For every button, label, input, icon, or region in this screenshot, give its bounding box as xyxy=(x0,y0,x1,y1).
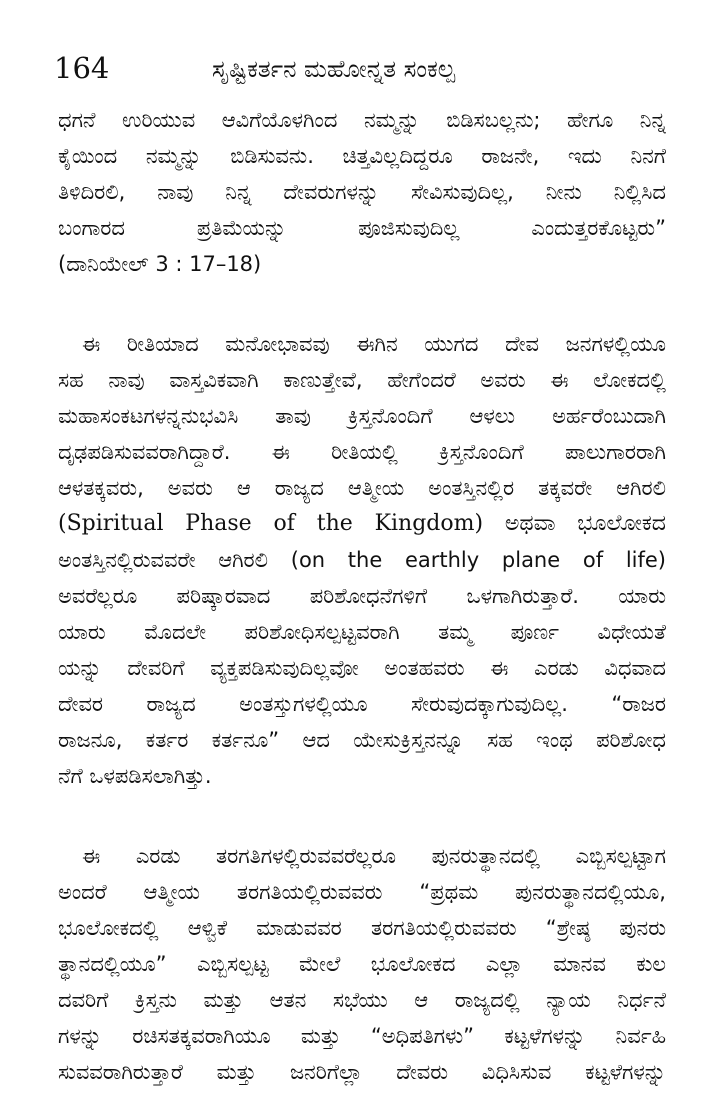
running-title: ಸೃಷ್ಟಿಕರ್ತನ ಮಹೋನ್ನತ ಸಂಕಲ್ಪ xyxy=(212,55,456,83)
text-line: ಈ ರೀತಿಯಾದ ಮನೋಭಾವವು ಈಗಿನ ಯುಗದ ದೇವ ಜನಗಳಲ್ಲಿಯೂ xyxy=(82,332,666,356)
page-number: 164 xyxy=(54,51,110,85)
text-line: ಕೈಯಿಂದ ನಮ್ಮನ್ನು ಬಿಡಿಸುವನು. ಚಿತ್ತವಿಲ್ಲದಿದ್ದರೂ ರಾಜನೇ, ಇದು ನಿನಗೆ xyxy=(58,144,666,168)
text-line: ಯಾರು ಮೊದಲೇ ಪರಿಶೋಧಿಸಲ್ಪಟ್ಟವರಾಗಿ ತಮ್ಮ ಪೂರ್ಣ ವಿಧೇಯತೆ xyxy=(58,620,666,644)
text-line: ಅವರೆಲ್ಲರೂ ಪರಿಷ್ಕಾರವಾದ ಪರಿಶೋಧನೆಗಳಿಗೆ ಒಳಗಾಗಿರುತ್ತಾರೆ. ಯಾರು xyxy=(58,584,666,608)
text-line: ಮಹಾಸಂಕಟಗಳನ್ನನುಭವಿಸಿ ತಾವು ಕ್ರಿಸ್ತನೊಂದಿಗೆ ಆಳಲು ಅರ್ಹರೆಂಬುದಾಗಿ xyxy=(58,404,666,428)
paragraph-gap xyxy=(58,794,666,838)
text-line: ದೃಢಪಡಿಸುವವರಾಗಿದ್ದಾರೆ. ಈ ರೀತಿಯಲ್ಲಿ ಕ್ರಿಸ್ತನೊಂದಿಗೆ ಪಾಲುಗಾರರಾಗಿ xyxy=(58,440,666,464)
text-line: ಸಹ ನಾವು ವಾಸ್ತವಿಕವಾಗಿ ಕಾಣುತ್ತೇವೆ, ಹೇಗೆಂದರೆ ಅವರು ಈ ಲೋಕದಲ್ಲಿ xyxy=(58,368,666,392)
text-line: ದೇವರ ರಾಜ್ಯದ ಅಂತಸ್ತುಗಳಲ್ಲಿಯೂ ಸೇರುವುದಕ್ಕಾಗುವುದಿಲ್ಲ. “ರಾಜರ xyxy=(58,692,666,716)
text-line: ರಾಜನೂ, ಕರ್ತರ ಕರ್ತನೂ” ಆದ ಯೇಸುಕ್ರಿಸ್ತನನ್ನೂ ಸಹ ಇಂಥ ಪರಿಶೋಧ xyxy=(58,728,666,752)
text-line: ತಿಳಿದಿರಲಿ, ನಾವು ನಿನ್ನ ದೇವರುಗಳನ್ನು ಸೇವಿಸುವುದಿಲ್ಲ, ನೀನು ನಿಲ್ಲಿಸಿದ xyxy=(58,180,666,204)
text-line: ಅಂದರೆ ಆತ್ಮೀಯ ತರಗತಿಯಲ್ಲಿರುವವರು “ಪ್ರಥಮ ಪುನರುತ್ಥಾನದಲ್ಲಿಯೂ, xyxy=(58,880,666,904)
text-line: ಯನ್ನು ದೇವರಿಗೆ ವ್ಯಕ್ತಪಡಿಸುವುದಿಲ್ಲವೋ ಅಂತಹವರು ಈ ಎರಡು ವಿಧವಾದ xyxy=(58,656,666,680)
text-line: ಈ ಎರಡು ತರಗತಿಗಳಲ್ಲಿರುವವರೆಲ್ಲರೂ ಪುನರುತ್ಥಾನದಲ್ಲಿ ಎಬ್ಬಿಸಲ್ಪಟ್ಟಾಗ xyxy=(82,844,666,868)
page-header xyxy=(54,50,654,90)
text-line: (Spiritual Phase of the Kingdom) ಅಥವಾ ಭೂಲೋಕದ xyxy=(58,511,666,536)
text-line: ಭೂಲೋಕದಲ್ಲಿ ಆಳ್ವಿಕೆ ಮಾಡುವವರ ತರಗತಿಯಲ್ಲಿರುವವರು “ಶ್ರೇಷ್ಠ ಪುನರು xyxy=(58,916,666,940)
text-line: (ದಾನಿಯೇಲ್ 3 : 17–18) xyxy=(58,252,262,276)
body-text xyxy=(58,102,666,1090)
text-line: ದವರಿಗೆ ಕ್ರಿಸ್ತನು ಮತ್ತು ಆತನ ಸಭೆಯು ಆ ರಾಜ್ಯದಲ್ಲಿ ನ್ಯಾಯ ನಿರ್ಧನೆ xyxy=(58,988,666,1012)
text-line: ಸುವವರಾಗಿರುತ್ತಾರೆ ಮತ್ತು ಜನರಿಗೆಲ್ಲಾ ದೇವರು ವಿಧಿಸಿಸುವ ಕಟ್ಟಳೆಗಳನ್ನು xyxy=(58,1060,666,1084)
text-line: ಗಳನ್ನು ರಚಿಸತಕ್ಕವರಾಗಿಯೂ ಮತ್ತು “ಅಧಿಪತಿಗಳು” ಕಟ್ಟಳೆಗಳನ್ನು ನಿರ್ವಹಿ xyxy=(58,1024,666,1048)
text-line: ಆಳತಕ್ಕವರು, ಅವರು ಆ ರಾಜ್ಯದ ಆತ್ಮೀಯ ಅಂತಸ್ತಿನಲ್ಲಿರ ತಕ್ಕವರೇ ಆಗಿರಲಿ xyxy=(58,476,666,500)
text-line: ತ್ಥಾನದಲ್ಲಿಯೂ” ಎಬ್ಬಿಸಲ್ಪಟ್ಟ ಮೇಲೆ ಭೂಲೋಕದ ಎಲ್ಲಾ ಮಾನವ ಕುಲ xyxy=(58,952,666,976)
text-line: ಅಂತಸ್ತಿನಲ್ಲಿರುವವರೇ ಆಗಿರಲಿ (on the earthly plane of life) xyxy=(58,548,666,572)
paragraph-gap xyxy=(58,282,666,326)
text-line: ಬಂಗಾರದ ಪ್ರತಿಮೆಯನ್ನು ಪೂಜಿಸುವುದಿಲ್ಲ ಎಂದುತ್ತರಕೊಟ್ಟರು” xyxy=(58,216,666,240)
paragraph-2 xyxy=(58,326,666,794)
paragraph-1 xyxy=(58,102,666,282)
text-line: ನೆಗೆ ಒಳಪಡಿಸಲಾಗಿತ್ತು. xyxy=(58,764,212,788)
text-line: ಧಗನೆ ಉರಿಯುವ ಆವಿಗೆಯೊಳಗಿಂದ ನಮ್ಮನ್ನು ಬಿಡಿಸಬಲ್ಲನು; ಹೇಗೂ ನಿನ್ನ xyxy=(58,108,666,132)
paragraph-3 xyxy=(58,838,666,1090)
